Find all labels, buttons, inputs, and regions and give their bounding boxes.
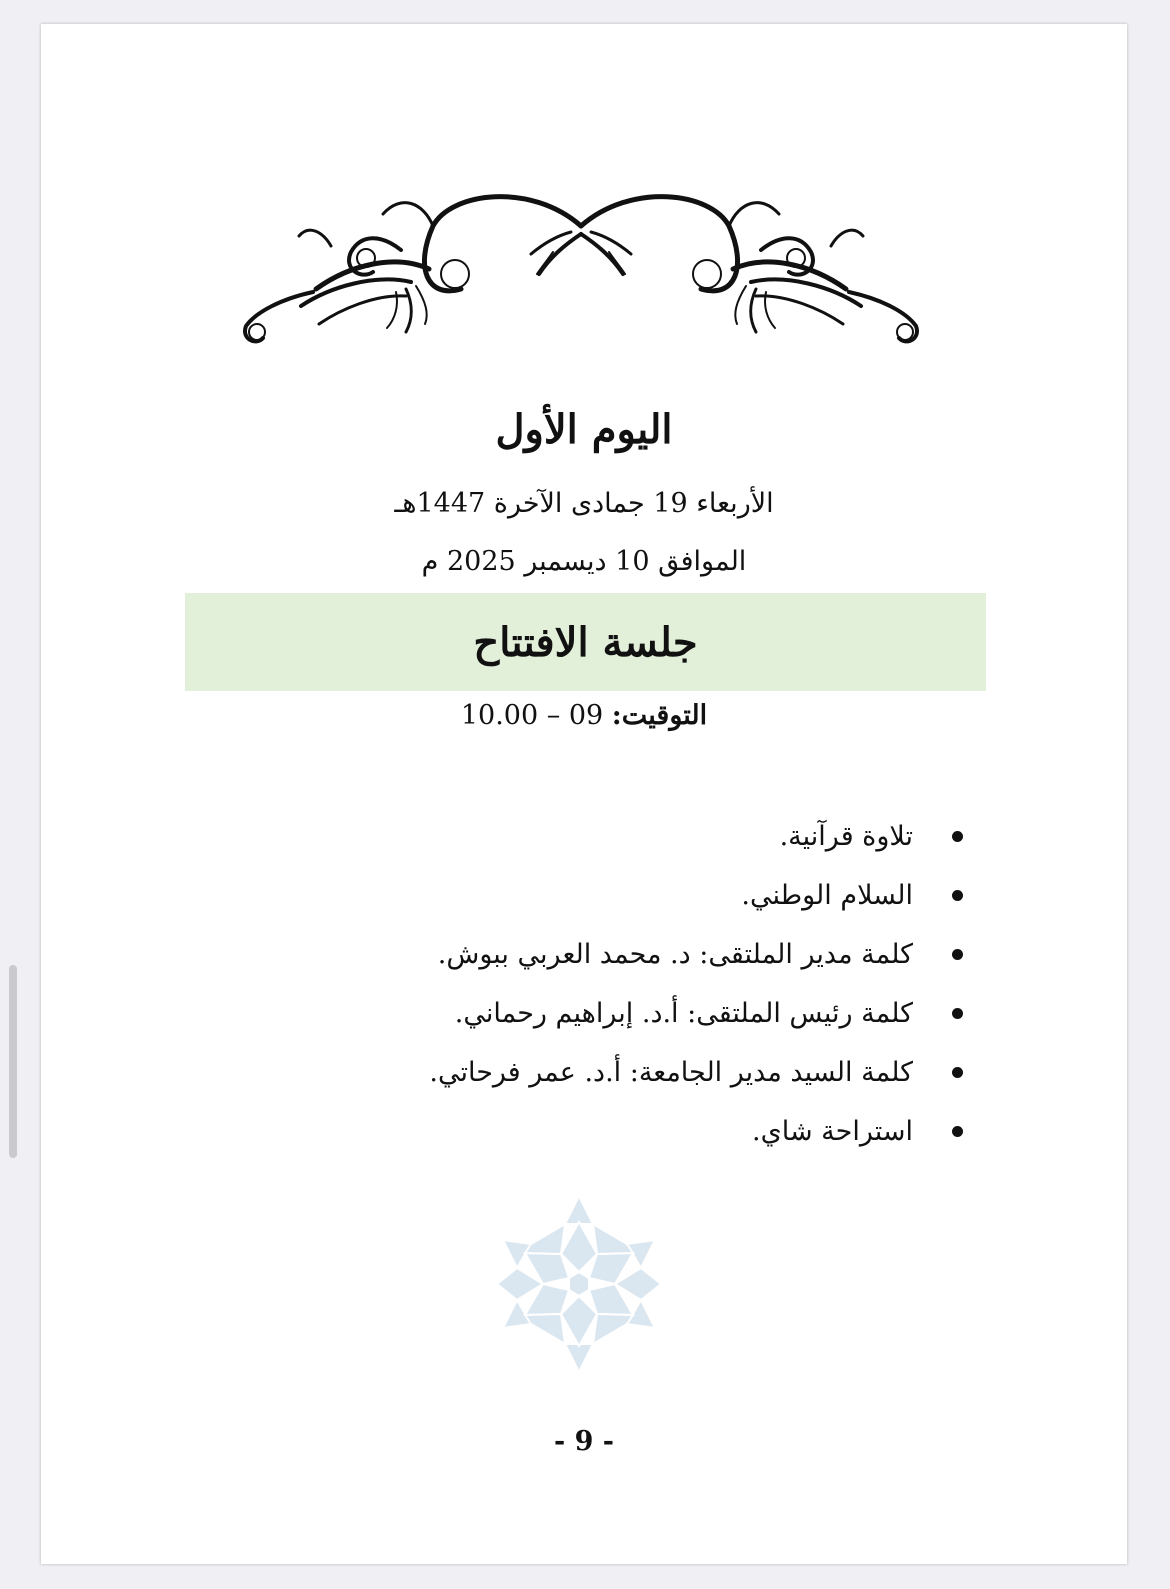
date-gregorian: الموافق 10 ديسمبر 2025 م xyxy=(421,546,747,577)
agenda-item-text: كلمة رئيس الملتقى: أ.د. إبراهيم رحماني. xyxy=(454,998,913,1029)
bullet-icon xyxy=(952,1067,963,1078)
bullet-icon xyxy=(952,890,963,901)
agenda-item xyxy=(429,984,963,1043)
bullet-icon xyxy=(952,949,963,960)
agenda-item xyxy=(429,866,963,925)
agenda-item-text: استراحة شاي. xyxy=(752,1116,913,1147)
agenda-item-text: كلمة مدير الملتقى: د. محمد العربي ببوش. xyxy=(437,939,913,970)
floral-ornament-icon xyxy=(201,174,961,354)
page-number: - 9 - xyxy=(553,1426,614,1457)
scrollbar[interactable] xyxy=(9,965,17,1158)
timing-value: 09 – 10.00 xyxy=(460,700,612,731)
day-title: اليوم الأول xyxy=(495,406,673,453)
agenda-item xyxy=(429,807,963,866)
session-title: جلسة الافتتاح xyxy=(473,618,698,666)
session-header-bar xyxy=(185,593,986,691)
geometric-rosette-icon xyxy=(494,1189,664,1379)
agenda-item xyxy=(429,1102,963,1161)
bullet-icon xyxy=(952,1008,963,1019)
document-page xyxy=(41,24,1127,1564)
agenda-item-text: السلام الوطني. xyxy=(741,880,913,911)
bullet-icon xyxy=(952,831,963,842)
agenda-item-text: كلمة السيد مدير الجامعة: أ.د. عمر فرحاتي. xyxy=(429,1057,913,1088)
agenda-list xyxy=(429,807,963,1161)
session-timing xyxy=(41,700,1127,731)
timing-label: التوقيت: xyxy=(611,700,708,731)
date-hijri: الأربعاء 19 جمادى الآخرة 1447هـ xyxy=(394,488,774,519)
bullet-icon xyxy=(952,1126,963,1137)
agenda-item-text: تلاوة قرآنية. xyxy=(779,821,913,852)
agenda-item xyxy=(429,1043,963,1102)
agenda-item xyxy=(429,925,963,984)
